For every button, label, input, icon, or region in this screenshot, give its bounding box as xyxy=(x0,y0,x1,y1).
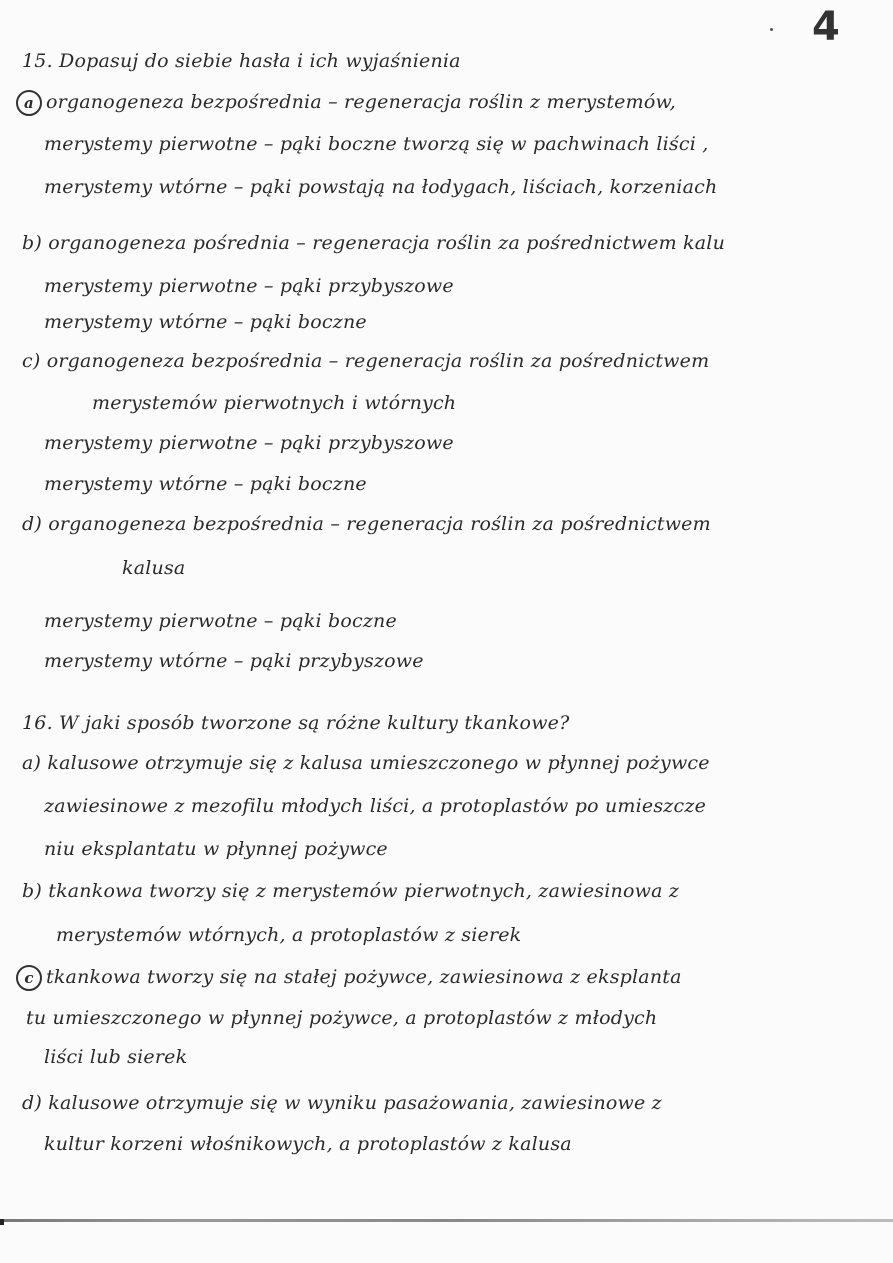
circled-answer-marker: c xyxy=(16,965,42,991)
q15-title: 15. Dopasuj do siebie hasła i ich wyjaśnienia xyxy=(22,50,461,72)
q15-option-a-line-2: merystemy pierwotne – pąki boczne tworzą się w pachwinach liści , xyxy=(44,133,709,155)
option-text: kalusowe otrzymuje się z kalusa umieszczonego w płynnej pożywce xyxy=(47,752,710,774)
option-text: kalusowe otrzymuje się w wyniku pasażowania, zawiesinowe z xyxy=(48,1092,662,1114)
option-marker: d) xyxy=(22,513,42,535)
q15-option-d-line-4: merystemy wtórne – pąki przybyszowe xyxy=(44,650,424,672)
q15-option-c-line-4: merystemy wtórne – pąki boczne xyxy=(44,473,367,495)
option-marker: d) xyxy=(22,1092,42,1114)
option-marker: a) xyxy=(22,752,42,774)
q15-option-a-line-3: merystemy wtórne – pąki powstają na łodygach, liściach, korzeniach xyxy=(44,176,718,198)
q16-option-a-line-1 xyxy=(22,752,710,774)
q16-option-b-line-1 xyxy=(22,880,679,902)
q16-option-c-line-3: liści lub sierek xyxy=(44,1046,188,1068)
q15-option-c-line-2: merystemów pierwotnych i wtórnych xyxy=(92,392,457,414)
q15-option-c-line-3: merystemy pierwotne – pąki przybyszowe xyxy=(44,432,454,454)
q16-option-c-line-1 xyxy=(16,965,682,991)
option-text: organogeneza bezpośrednia – regeneracja roślin za pośrednictwem xyxy=(48,513,711,535)
ink-dot xyxy=(770,28,773,31)
q16-option-a-line-3: niu eksplantatu w płynnej pożywce xyxy=(44,838,388,860)
option-text: tkankowa tworzy się z merystemów pierwotnych, zawiesinowa z xyxy=(48,880,680,902)
q15-option-d-line-3: merystemy pierwotne – pąki boczne xyxy=(44,610,397,632)
page-bottom-edge xyxy=(0,1219,893,1222)
option-marker: c) xyxy=(22,350,41,372)
option-text: organogeneza pośrednia – regeneracja roślin za pośrednictwem kalu xyxy=(48,232,726,254)
q15-option-a-line-1 xyxy=(16,90,676,116)
circled-answer-marker: a xyxy=(16,90,42,116)
q16-title: 16. W jaki sposób tworzone są różne kultury tkankowe? xyxy=(22,712,570,734)
option-text: organogeneza bezpośrednia – regeneracja roślin z merystemów, xyxy=(46,91,676,113)
q15-option-b-line-1 xyxy=(22,232,725,254)
option-text: organogeneza bezpośrednia – regeneracja roślin za pośrednictwem xyxy=(46,350,710,372)
q15-option-b-line-3: merystemy wtórne – pąki boczne xyxy=(44,311,367,333)
q15-option-d-line-1 xyxy=(22,513,711,535)
option-marker: b) xyxy=(22,232,42,254)
q15-option-c-line-1 xyxy=(22,350,709,372)
page-number: 4 xyxy=(812,4,840,50)
q16-option-b-line-2: merystemów wtórnych, a protoplastów z sierek xyxy=(56,924,522,946)
option-text: tkankowa tworzy się na stałej pożywce, zawiesinowa z eksplanta xyxy=(46,966,682,988)
scan-mark xyxy=(0,1219,4,1225)
q16-option-a-line-2: zawiesinowe z mezofilu młodych liści, a protoplastów po umieszcze xyxy=(44,795,707,817)
q15-option-b-line-2: merystemy pierwotne – pąki przybyszowe xyxy=(44,275,454,297)
q16-option-c-line-2: tu umieszczonego w płynnej pożywce, a protoplastów z młodych xyxy=(26,1007,658,1029)
q16-option-d-line-1 xyxy=(22,1092,662,1114)
q15-option-d-line-2: kalusa xyxy=(122,557,186,579)
q16-option-d-line-2: kultur korzeni włośnikowych, a protoplastów z kalusa xyxy=(44,1133,572,1155)
option-marker: b) xyxy=(22,880,42,902)
